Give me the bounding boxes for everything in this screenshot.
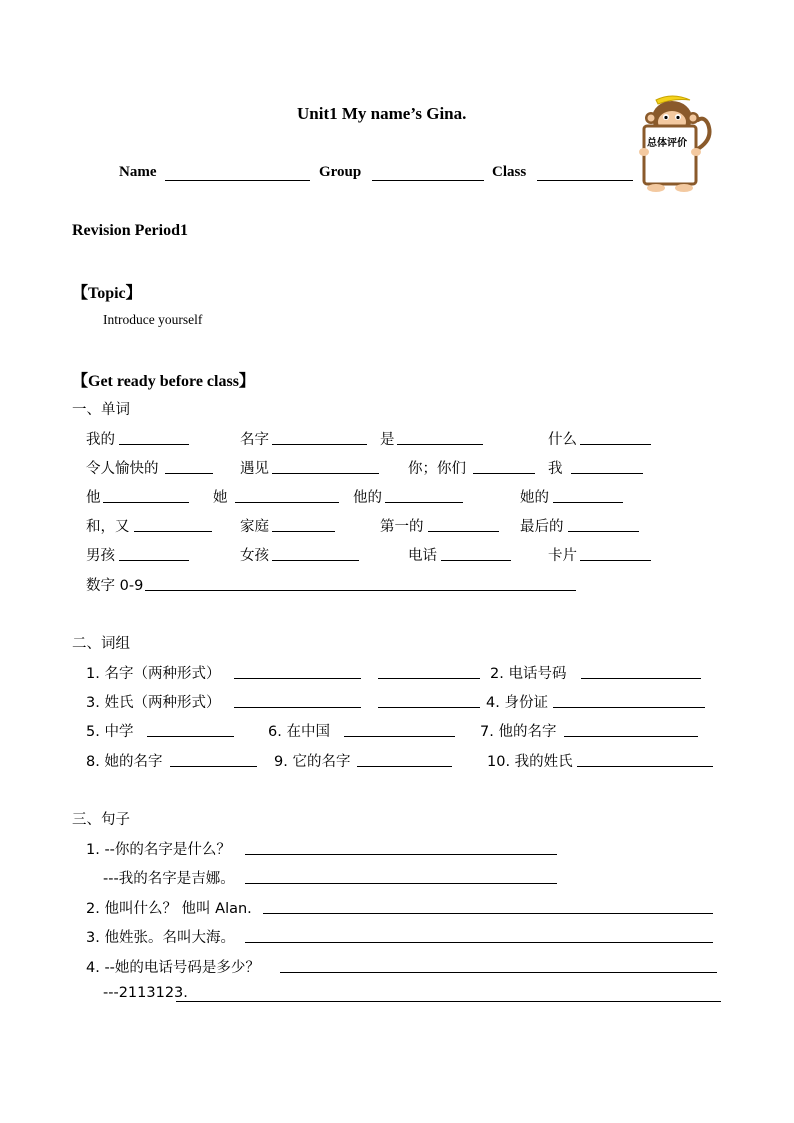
answer-blank[interactable] — [235, 502, 339, 503]
word-prompt-digits: 数字 0-9 — [86, 578, 144, 594]
topic-heading: 【Topic】 — [72, 285, 142, 302]
word-prompt: 我的 — [86, 432, 115, 448]
word-prompt: 令人愉快的 — [86, 461, 159, 477]
sentence-prompt: 4. --她的电话号码是多少？ — [86, 960, 260, 976]
phrase-prompt: 8. 她的名字 — [86, 754, 163, 770]
answer-blank[interactable] — [553, 502, 623, 503]
topic-text: Introduce yourself — [103, 312, 203, 327]
answer-blank[interactable] — [170, 766, 257, 767]
answer-blank[interactable] — [119, 444, 189, 445]
group-label: Group — [319, 164, 362, 180]
badge-label: 总体评价 — [647, 138, 687, 149]
answer-blank[interactable] — [165, 473, 213, 474]
phrase-prompt: 2. 电话号码 — [490, 666, 567, 682]
word-prompt: 她 — [213, 490, 228, 506]
class-field[interactable] — [537, 180, 633, 181]
phrases-heading: 二、词组 — [72, 636, 130, 652]
answer-blank[interactable] — [344, 736, 455, 737]
page-title: Unit1 My name’s Gina. — [297, 104, 467, 123]
answer-blank[interactable] — [147, 736, 234, 737]
answer-blank[interactable] — [385, 502, 463, 503]
answer-blank[interactable] — [441, 560, 511, 561]
sentence-prompt: ---2113123. — [103, 985, 188, 1001]
answer-blank[interactable] — [357, 766, 452, 767]
answer-blank[interactable] — [103, 502, 189, 503]
phrase-prompt: 4. 身份证 — [486, 695, 548, 711]
answer-blank[interactable] — [581, 678, 701, 679]
answer-blank[interactable] — [553, 707, 705, 708]
word-prompt: 她的 — [520, 490, 549, 506]
answer-blank[interactable] — [428, 531, 499, 532]
answer-blank[interactable] — [272, 560, 359, 561]
word-prompt: 是 — [380, 432, 395, 448]
word-prompt: 女孩 — [240, 548, 269, 564]
sentences-heading: 三、句子 — [72, 812, 130, 828]
answer-blank[interactable] — [272, 473, 379, 474]
answer-blank[interactable] — [280, 972, 717, 973]
sentence-prompt: ---我的名字是吉娜。 — [103, 871, 235, 887]
get-ready-heading: 【Get ready before class】 — [72, 373, 255, 390]
phrase-prompt: 7. 他的名字 — [480, 724, 557, 740]
answer-blank[interactable] — [245, 942, 713, 943]
word-prompt: 我 — [548, 461, 563, 477]
word-prompt: 卡片 — [548, 548, 577, 564]
word-prompt: 他的 — [353, 490, 382, 506]
answer-blank[interactable] — [397, 444, 483, 445]
answer-blank[interactable] — [234, 678, 361, 679]
sentence-prompt: 1. --你的名字是什么？ — [86, 842, 231, 858]
words-heading: 一、单词 — [72, 402, 130, 418]
answer-blank[interactable] — [473, 473, 535, 474]
answer-blank[interactable] — [245, 883, 557, 884]
phrase-prompt: 5. 中学 — [86, 724, 134, 740]
sentence-prompt: 3. 他姓张。名叫大海。 — [86, 930, 235, 946]
word-prompt: 第一的 — [380, 519, 424, 535]
word-prompt: 电话 — [408, 548, 437, 564]
word-prompt: 家庭 — [240, 519, 269, 535]
word-prompt: 你；你们 — [408, 461, 466, 477]
answer-blank[interactable] — [568, 531, 639, 532]
phrase-prompt: 1. 名字（两种形式） — [86, 666, 221, 682]
word-prompt: 和，又 — [86, 519, 130, 535]
sentence-prompt: 2. 他叫什么？ 他叫 Alan. — [86, 901, 252, 917]
answer-blank[interactable] — [134, 531, 212, 532]
answer-blank[interactable] — [577, 766, 713, 767]
answer-blank[interactable] — [378, 707, 480, 708]
answer-blank[interactable] — [378, 678, 480, 679]
phrase-prompt: 10. 我的姓氏 — [487, 754, 573, 770]
word-prompt: 男孩 — [86, 548, 115, 564]
phrase-prompt: 9. 它的名字 — [274, 754, 351, 770]
word-prompt: 什么 — [548, 432, 577, 448]
section-title-revision: Revision Period1 — [72, 222, 188, 239]
answer-blank[interactable] — [119, 560, 189, 561]
group-field[interactable] — [372, 180, 484, 181]
phrase-prompt: 3. 姓氏（两种形式） — [86, 695, 221, 711]
phrase-prompt: 6. 在中国 — [268, 724, 330, 740]
answer-blank[interactable] — [145, 590, 576, 591]
name-label: Name — [119, 164, 157, 180]
name-field[interactable] — [165, 180, 310, 181]
answer-blank[interactable] — [245, 854, 557, 855]
word-prompt: 名字 — [240, 432, 269, 448]
word-prompt: 遇见 — [240, 461, 269, 477]
word-prompt: 他 — [86, 490, 101, 506]
answer-blank[interactable] — [580, 444, 651, 445]
answer-blank[interactable] — [564, 736, 698, 737]
word-prompt: 最后的 — [520, 519, 564, 535]
answer-blank[interactable] — [234, 707, 361, 708]
answer-blank[interactable] — [272, 531, 335, 532]
answer-blank[interactable] — [272, 444, 367, 445]
answer-blank[interactable] — [176, 1001, 721, 1002]
answer-blank[interactable] — [580, 560, 651, 561]
answer-blank[interactable] — [263, 913, 713, 914]
class-label: Class — [492, 164, 527, 180]
answer-blank[interactable] — [571, 473, 643, 474]
